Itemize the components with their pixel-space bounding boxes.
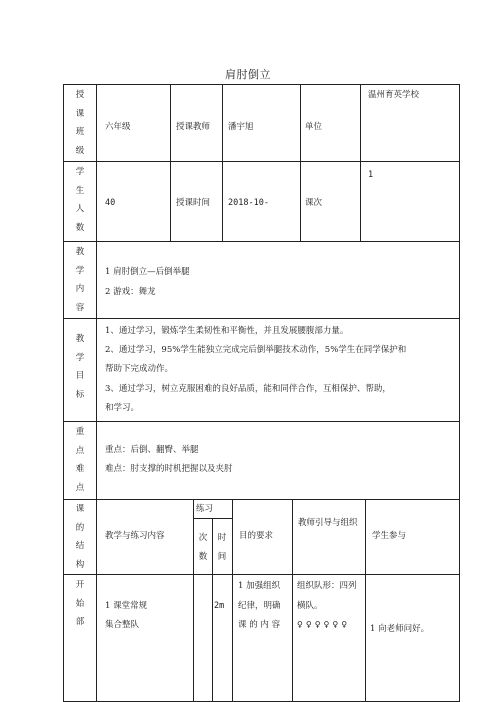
student-header: 学生参与	[372, 531, 407, 541]
opening-goal-3: 课 的 内 容	[238, 620, 281, 630]
formation-icon: ♀♀♀♀♀♀	[297, 620, 351, 629]
time-value: 2018-10-	[228, 198, 269, 208]
grade-label: 授课班级	[75, 90, 85, 156]
opening-goal-1: 1 加强组织	[238, 581, 281, 591]
content-label: 教学内容	[75, 247, 85, 313]
teacher-header: 教师引导与组织	[298, 518, 358, 528]
opening-student-1: 1 向老师问好。	[370, 624, 430, 634]
goals-label: 教学目标	[75, 334, 85, 400]
opening-content-2: 集合整队	[105, 620, 140, 630]
opening-teacher-2: 横队。	[297, 601, 323, 611]
keypoints-line-1: 重点：后倒、翻臀、举腿	[105, 445, 199, 455]
lesson-value: 1	[368, 170, 374, 180]
goal-header: 目的要求	[239, 531, 274, 541]
students-value: 40	[105, 198, 116, 208]
students-label: 学生人数	[75, 167, 85, 233]
opening-label: 开始部	[75, 580, 85, 627]
time-header: 时间	[217, 533, 227, 562]
opening-time: 2m	[214, 601, 225, 611]
unit-value: 温州育英学校	[368, 90, 420, 100]
content-line-1: 1 肩肘倒立—后倒举腿	[105, 267, 190, 277]
keypoints-line-2: 难点：肘支撑的时机把握以及夹肘	[105, 464, 233, 474]
goals-line-3: 帮助下完成动作。	[105, 364, 174, 374]
grade-value: 六年级	[105, 122, 131, 132]
goals-line-5: 和学习。	[105, 403, 140, 413]
teacher-value: 潘宇旭	[228, 122, 254, 132]
unit-label: 单位	[305, 122, 323, 132]
structure-label: 课的结构	[75, 504, 85, 570]
opening-content-1: 1 课堂常规	[105, 601, 148, 611]
page-title: 肩肘倒立	[225, 68, 271, 81]
content-header: 教学与练习内容	[105, 531, 165, 541]
lesson-label: 课次	[305, 198, 323, 208]
opening-goal-2: 纪律，明确	[238, 601, 281, 611]
goals-line-1: 1、通过学习，锻炼学生柔韧性和平衡性，并且发展腰腹部力量。	[105, 326, 349, 336]
teacher-label: 授课教师	[176, 122, 211, 132]
time-label: 授课时间	[176, 198, 211, 208]
count-header: 次数	[198, 533, 208, 562]
practice-header: 练习	[196, 504, 214, 514]
goals-line-4: 3、通过学习，树立克服困难的良好品质，能和同伴合作，互相保护、帮助，	[105, 384, 391, 394]
goals-line-2: 2、通过学习，95%学生能独立完成完后倒举腿技术动作，5%学生在同学保护和	[105, 345, 407, 355]
content-line-2: 2 游戏：舞龙	[105, 287, 156, 297]
keypoints-label: 重点难点	[75, 427, 85, 493]
opening-teacher-1: 组织队形：四列	[297, 581, 357, 591]
